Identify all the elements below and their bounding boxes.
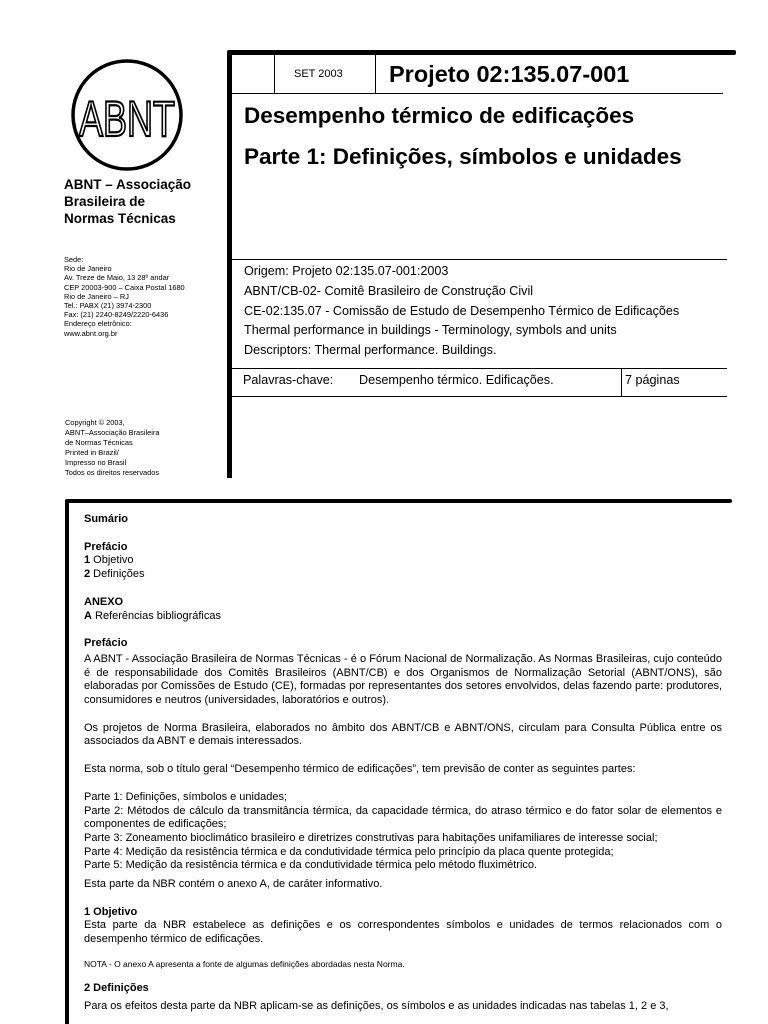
- page-count: 7 páginas: [625, 373, 680, 387]
- copyright-line: de Normas Técnicas: [65, 438, 133, 447]
- project-number: Projeto 02:135.07-001: [389, 61, 630, 87]
- contact-line: Rio de Janeiro – RJ: [64, 291, 129, 301]
- preface-paragraph: A ABNT - Associação Brasileira de Normas Técnicas - é o Fórum Nacional de Normalização. As Normas Brasileiras, cujo conteúdo é de responsabilidade dos Comitês Brasileiros (ABNT/CB) e dos Organismos de Normalização Setorial (ABNT/ONS), são elaboradas por Comissões de Estudo (CE), formadas por representantes dos setores envolvidos, delas fazendo parte: produtores, consumidores e neutros (universidades, laboratórios e outros).: [84, 652, 722, 707]
- english-title-line: Thermal performance in buildings - Terminology, symbols and units: [244, 323, 617, 338]
- preface-paragraph: Esta norma, sob o título geral “Desempenho térmico de edificações”, tem previsão de conter as seguintes partes:: [84, 763, 636, 776]
- contact-line: Tel.: PABX (21) 3974-2300: [64, 301, 152, 311]
- copyright-line: Todos os direitos reservados: [65, 468, 160, 477]
- toc-item-label: Referências bibliográficas: [91, 609, 221, 622]
- toc-item-label: Objetivo: [90, 554, 134, 567]
- header-top-rule: [227, 50, 736, 55]
- copyright-notice: [65, 418, 225, 478]
- annex-note: Esta parte da NBR contém o anexo A, de caráter informativo.: [84, 878, 383, 891]
- parts-list: [84, 791, 722, 873]
- parts-list-item: Parte 1: Definições, símbolos e unidades;: [84, 790, 288, 803]
- document-subtitle: Parte 1: Definições, símbolos e unidades: [244, 144, 682, 169]
- contact-line: Rio de Janeiro: [64, 264, 112, 274]
- header-divider: [621, 368, 622, 396]
- website-link[interactable]: www.abnt.org.br: [64, 328, 118, 338]
- contact-line: Endereço eletrônico:: [64, 319, 132, 329]
- body-top-rule: [65, 499, 732, 503]
- parts-list-item: Parte 2: Métodos de cálculo da transmitância térmica, da capacidade térmica, do atraso térmico e do fator solar de elementos e componentes de edificações;: [84, 804, 722, 831]
- copyright-line: Printed in Brazil/: [65, 448, 119, 457]
- note-text: NOTA - O anexo A apresenta a fonte de algumas definições abordadas nesta Norma.: [84, 958, 405, 969]
- preface-title: Prefácio: [84, 637, 128, 650]
- header-rule: [232, 93, 723, 94]
- objective-paragraph: Esta parte da NBR estabelece as definições e os correspondentes símbolos e unidades de termos relacionados com o desempenho térmico de edificações.: [84, 919, 722, 946]
- committee-line: ABNT/CB-02- Comitê Brasileiro de Construção Civil: [244, 283, 534, 298]
- copyright-line: ABNT–Associação Brasileira: [65, 428, 160, 437]
- parts-list-item: Parte 3: Zoneamento bioclimático brasileiro e diretrizes construtivas para habitações unifamiliares de interesse social;: [84, 831, 658, 844]
- header-left-rule: [227, 52, 232, 478]
- header-divider: [274, 53, 275, 93]
- toc-item[interactable]: [84, 610, 722, 624]
- toc-item[interactable]: [84, 568, 722, 582]
- origin-line: Origem: Projeto 02:135.07-001:2003: [244, 264, 449, 278]
- header-rule: [232, 368, 727, 369]
- copyright-line: Copyright © 2003,: [65, 418, 125, 427]
- definitions-heading: 2 Definições: [84, 981, 149, 994]
- objective-heading: 1 Objetivo: [84, 905, 138, 918]
- copyright-line: Impresso no Brasil: [65, 458, 127, 467]
- toc-preface-heading: Prefácio: [84, 540, 128, 553]
- parts-list-item: Parte 5: Medição da resistência térmica e da condutividade térmica pelo método fluximétrico.: [84, 859, 538, 872]
- header-rule: [232, 259, 727, 260]
- toc-item-number: A: [84, 609, 92, 622]
- body-left-rule: [65, 500, 69, 1024]
- toc-item-number: 1: [84, 554, 91, 567]
- toc-item-label: Definições: [90, 568, 145, 581]
- annex-heading: ANEXO: [84, 595, 124, 608]
- descriptors-line: Descriptors: Thermal performance. Buildings.: [244, 343, 497, 358]
- header-divider: [375, 53, 376, 93]
- document-title: Desempenho térmico de edificações: [244, 103, 635, 128]
- commission-line: CE-02:135.07 - Comissão de Estudo de Desempenho Térmico de Edificações: [244, 303, 680, 318]
- publication-date: SET 2003: [294, 68, 343, 80]
- contact-line: CEP 20003-900 – Caixa Postal 1680: [64, 282, 185, 292]
- org-name-line: Normas Técnicas: [64, 211, 176, 226]
- contact-line: Sede:: [64, 255, 84, 264]
- contact-line: Fax: (21) 2240-8249/2220-6436: [64, 310, 169, 320]
- org-name-line: Brasileira de: [64, 194, 146, 209]
- organization-name: [64, 176, 224, 227]
- toc-item-number: 2: [84, 568, 91, 581]
- abnt-logo-text: ABNT: [79, 91, 175, 147]
- preface-paragraph: Os projetos de Norma Brasileira, elaborados no âmbito dos ABNT/CB e ABNT/ONS, circulam para Consulta Pública entre os associados da ABNT e demais interessados.: [84, 721, 722, 748]
- contact-line: Av. Treze de Maio, 13 28º andar: [64, 273, 170, 283]
- document-metadata: [244, 262, 734, 361]
- org-name-line: ABNT – Associação: [64, 177, 192, 192]
- abnt-logo: [70, 58, 184, 172]
- definitions-paragraph: Para os efeitos desta parte da NBR aplicam-se as definições, os símbolos e as unidades indicadas nas tabelas 1, 2 e 3,: [84, 999, 669, 1012]
- summary-heading: Sumário: [84, 513, 129, 525]
- parts-list-item: Parte 4: Medição da resistência térmica e da condutividade térmica pelo princípio da placa quente protegida;: [84, 845, 614, 858]
- keywords-label: Palavras-chave:: [243, 373, 334, 387]
- keywords-value: Desempenho térmico. Edificações.: [359, 373, 554, 387]
- toc-item[interactable]: [84, 554, 722, 568]
- header-rule: [232, 396, 727, 397]
- document-body: [84, 513, 722, 1013]
- contact-info: [64, 255, 224, 338]
